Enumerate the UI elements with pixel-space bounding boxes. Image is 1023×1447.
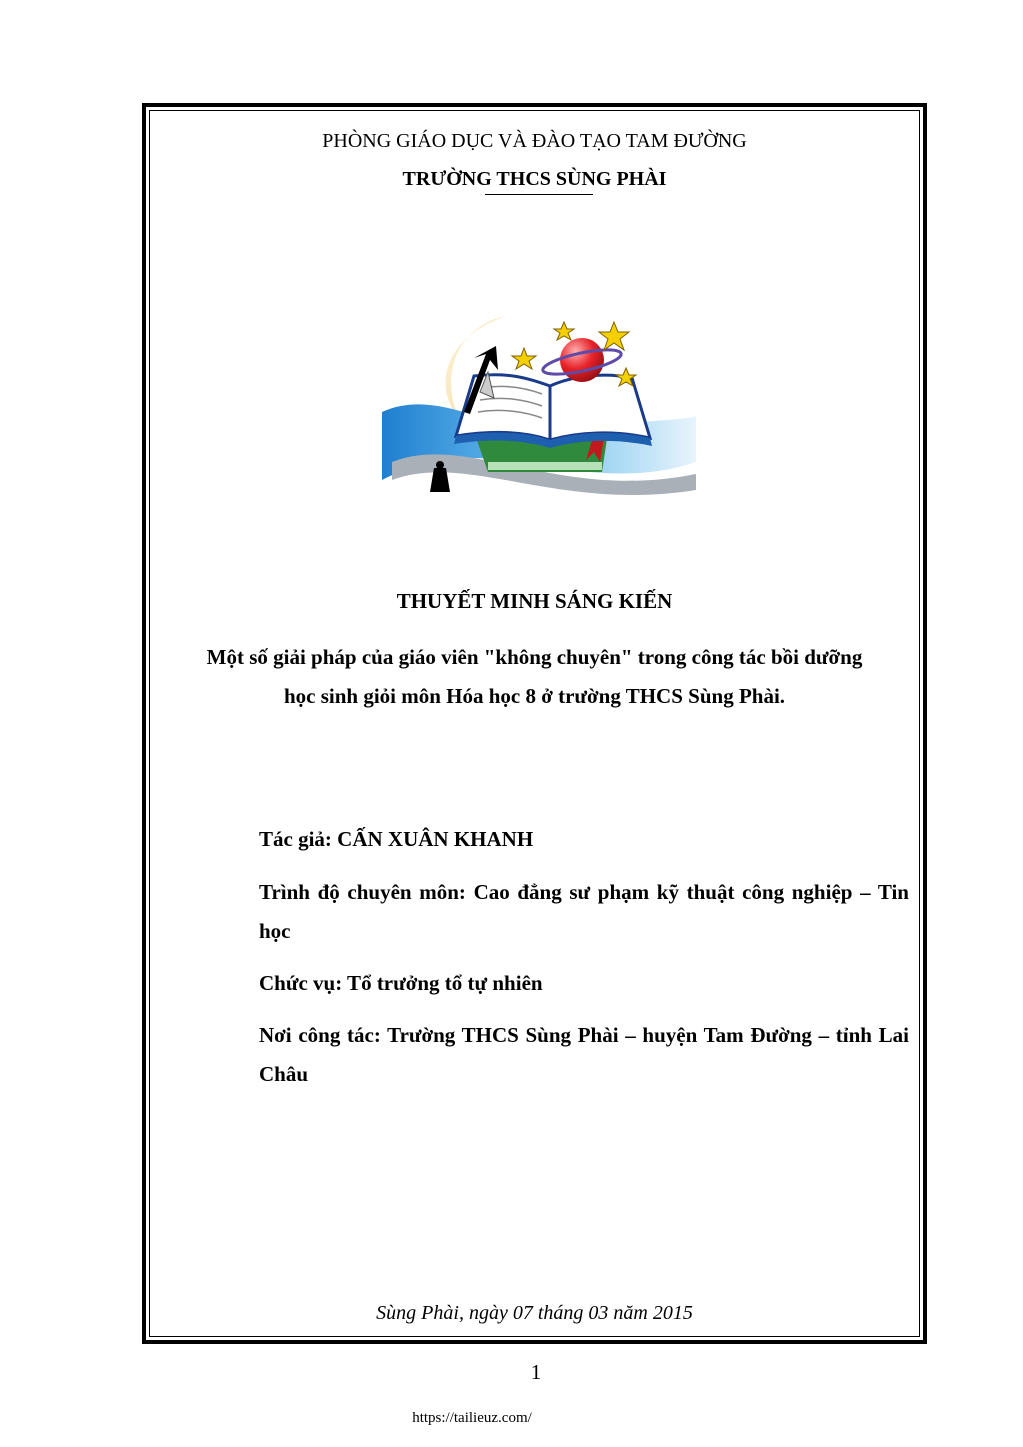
author-line: Tác giả: CẤN XUÂN KHANH	[259, 827, 534, 851]
degree-line: Trình độ chuyên môn: Cao đẳng sư phạm kỹ thuật công nghiệp – Tin học	[259, 880, 909, 943]
document-type: THUYẾT MINH SÁNG KIẾN	[396, 589, 673, 613]
school-underline	[485, 194, 593, 195]
footer-url[interactable]: https://tailieuz.com/	[412, 1410, 532, 1426]
department-name: PHÒNG GIÁO DỤC VÀ ĐÀO TẠO TAM ĐƯỜNG	[322, 130, 747, 152]
page-number: 1	[530, 1360, 542, 1384]
page-border-inner	[149, 110, 920, 1337]
position-line: Chức vụ: Tổ trưởng tổ tự nhiên	[259, 971, 543, 995]
book-globe-stars-icon	[378, 312, 700, 496]
date-place: Sùng Phài, ngày 07 tháng 03 năm 2015	[376, 1302, 693, 1324]
school-name: TRƯỜNG THCS SÙNG PHÀI	[402, 168, 667, 190]
document-title: Một số giải pháp của giáo viên "không chuyên" trong công tác bồi dưỡng học sinh giỏi môn Hóa học 8 ở trường THCS Sùng Phài.	[206, 645, 863, 708]
workplace-line: Nơi công tác: Trường THCS Sùng Phài – huyện Tam Đường – tỉnh Lai Châu	[259, 1023, 909, 1086]
